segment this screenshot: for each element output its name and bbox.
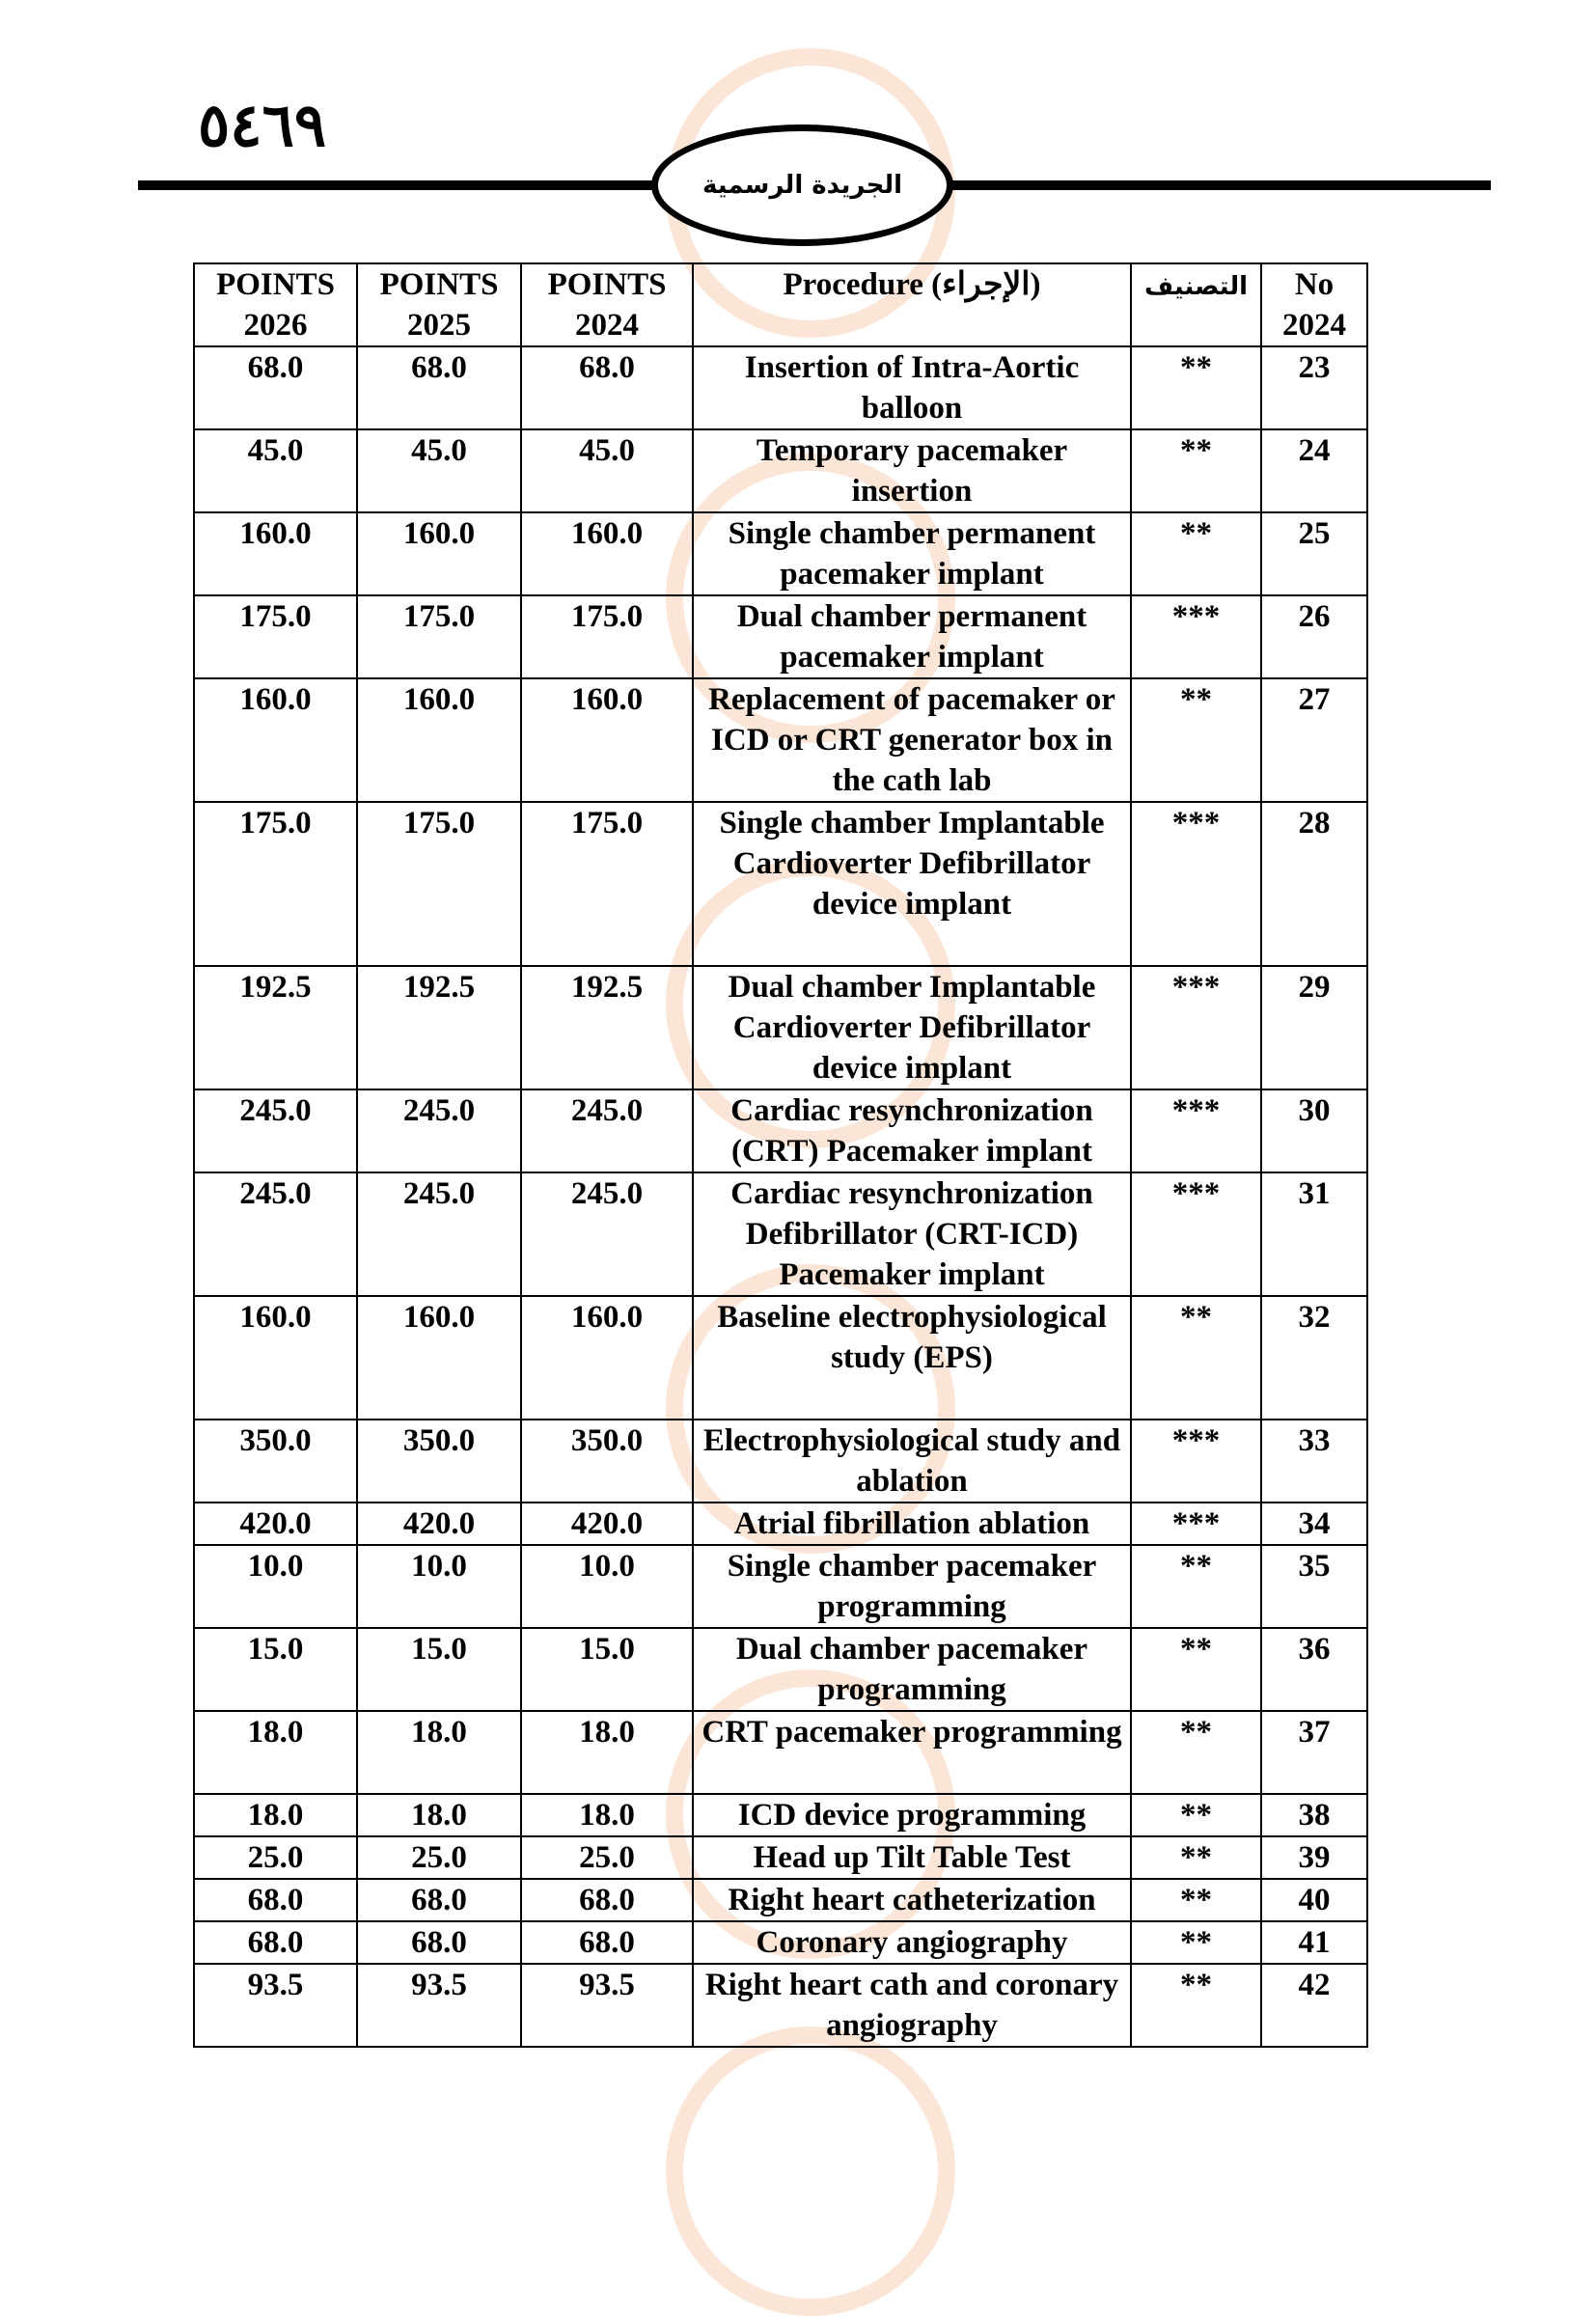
cell-points-2024: 25.0 [521,1836,693,1879]
cell-points-2025: 10.0 [357,1545,521,1628]
cell-classification: ** [1131,1545,1261,1628]
cell-no: 28 [1261,802,1367,966]
table-row [194,1545,1367,1628]
cell-no: 32 [1261,1296,1367,1420]
table-row [194,429,1367,512]
header-title: الجريدة الرسمية [702,171,902,200]
cell-classification: *** [1131,1172,1261,1296]
cell-classification: ** [1131,346,1261,429]
cell-no: 27 [1261,678,1367,802]
table-row [194,1172,1367,1296]
cell-no: 30 [1261,1089,1367,1172]
cell-classification: ** [1131,512,1261,595]
cell-points-2026: 45.0 [194,429,357,512]
cell-points-2026: 245.0 [194,1172,357,1296]
cell-points-2025: 15.0 [357,1628,521,1711]
cell-classification: *** [1131,966,1261,1089]
cell-procedure: Cardiac resynchronization Defibrillator (CRT-ICD) Pacemaker implant [693,1172,1131,1296]
cell-points-2025: 245.0 [357,1172,521,1296]
cell-no: 25 [1261,512,1367,595]
cell-no: 41 [1261,1921,1367,1964]
cell-points-2026: 160.0 [194,678,357,802]
cell-points-2025: 160.0 [357,512,521,595]
cell-no: 39 [1261,1836,1367,1879]
cell-no: 29 [1261,966,1367,1089]
header-points-2024: POINTS 2024 [521,263,693,346]
cell-procedure: Atrial fibrillation ablation [693,1503,1131,1545]
cell-points-2024: 45.0 [521,429,693,512]
cell-points-2025: 68.0 [357,346,521,429]
cell-points-2024: 160.0 [521,1296,693,1420]
cell-points-2026: 68.0 [194,346,357,429]
cell-points-2024: 160.0 [521,512,693,595]
cell-classification: ** [1131,1964,1261,2047]
cell-points-2025: 160.0 [357,678,521,802]
cell-classification: ** [1131,1628,1261,1711]
cell-points-2024: 350.0 [521,1420,693,1503]
cell-procedure: CRT pacemaker programming [693,1711,1131,1794]
cell-procedure: Cardiac resynchronization (CRT) Pacemaker implant [693,1089,1131,1172]
table-row [194,1836,1367,1879]
cell-procedure: Coronary angiography [693,1921,1131,1964]
cell-points-2025: 18.0 [357,1794,521,1836]
cell-classification: *** [1131,1089,1261,1172]
cell-procedure: Temporary pacemaker insertion [693,429,1131,512]
cell-points-2024: 68.0 [521,346,693,429]
table-body [194,346,1367,2047]
table-row [194,595,1367,678]
header-no: No 2024 [1261,263,1367,346]
cell-procedure: Dual chamber permanent pacemaker implant [693,595,1131,678]
cell-points-2026: 68.0 [194,1879,357,1921]
cell-procedure: Dual chamber Implantable Cardioverter Defibrillator device implant [693,966,1131,1089]
table-row [194,678,1367,802]
cell-points-2026: 175.0 [194,802,357,966]
cell-points-2024: 175.0 [521,595,693,678]
header-badge [651,124,953,246]
cell-no: 40 [1261,1879,1367,1921]
cell-no: 24 [1261,429,1367,512]
cell-procedure: Right heart catheterization [693,1879,1131,1921]
table-row [194,1503,1367,1545]
cell-points-2025: 175.0 [357,595,521,678]
cell-no: 35 [1261,1545,1367,1628]
cell-no: 26 [1261,595,1367,678]
table-row [194,1420,1367,1503]
cell-classification: ** [1131,678,1261,802]
cell-classification: ** [1131,1711,1261,1794]
cell-classification: ** [1131,1879,1261,1921]
cell-points-2024: 18.0 [521,1711,693,1794]
cell-points-2025: 350.0 [357,1420,521,1503]
cell-no: 38 [1261,1794,1367,1836]
cell-classification: ** [1131,1794,1261,1836]
cell-points-2026: 18.0 [194,1711,357,1794]
cell-points-2025: 25.0 [357,1836,521,1879]
cell-points-2024: 93.5 [521,1964,693,2047]
table-row [194,802,1367,966]
cell-classification: ** [1131,1836,1261,1879]
page-number: ٥٤٦٩ [198,94,327,159]
cell-procedure: Replacement of pacemaker or ICD or CRT generator box in the cath lab [693,678,1131,802]
cell-points-2024: 68.0 [521,1879,693,1921]
table-row [194,1794,1367,1836]
table-row [194,1879,1367,1921]
cell-procedure: Electrophysiological study and ablation [693,1420,1131,1503]
table-row [194,966,1367,1089]
cell-points-2026: 160.0 [194,512,357,595]
cell-no: 37 [1261,1711,1367,1794]
cell-points-2025: 160.0 [357,1296,521,1420]
cell-procedure: Insertion of Intra-Aortic balloon [693,346,1131,429]
cell-points-2026: 10.0 [194,1545,357,1628]
cell-classification: ** [1131,1921,1261,1964]
table-row [194,1628,1367,1711]
table-row [194,1296,1367,1420]
cell-points-2025: 68.0 [357,1879,521,1921]
cell-points-2025: 18.0 [357,1711,521,1794]
header-procedure: Procedure (الإجراء) [693,263,1131,346]
cell-classification: *** [1131,1420,1261,1503]
cell-points-2026: 93.5 [194,1964,357,2047]
cell-no: 33 [1261,1420,1367,1503]
cell-points-2024: 192.5 [521,966,693,1089]
cell-procedure: Baseline electrophysiological study (EPS) [693,1296,1131,1420]
table-row [194,1921,1367,1964]
cell-points-2026: 25.0 [194,1836,357,1879]
header-points-2026: POINTS 2026 [194,263,357,346]
cell-points-2026: 192.5 [194,966,357,1089]
cell-points-2026: 175.0 [194,595,357,678]
cell-points-2025: 93.5 [357,1964,521,2047]
cell-points-2026: 68.0 [194,1921,357,1964]
cell-procedure: Dual chamber pacemaker programming [693,1628,1131,1711]
cell-points-2025: 175.0 [357,802,521,966]
cell-points-2025: 192.5 [357,966,521,1089]
cell-points-2025: 68.0 [357,1921,521,1964]
cell-points-2026: 420.0 [194,1503,357,1545]
cell-classification: ** [1131,1296,1261,1420]
cell-classification: ** [1131,429,1261,512]
cell-classification: *** [1131,802,1261,966]
cell-points-2024: 175.0 [521,802,693,966]
table-header-row [194,263,1367,346]
cell-points-2024: 160.0 [521,678,693,802]
cell-points-2026: 15.0 [194,1628,357,1711]
cell-no: 42 [1261,1964,1367,2047]
header-classification: التصنيف [1131,263,1261,346]
cell-points-2025: 245.0 [357,1089,521,1172]
cell-no: 36 [1261,1628,1367,1711]
cell-no: 31 [1261,1172,1367,1296]
cell-points-2025: 420.0 [357,1503,521,1545]
cell-points-2026: 160.0 [194,1296,357,1420]
table-row [194,1964,1367,2047]
cell-classification: *** [1131,595,1261,678]
procedures-table [193,262,1368,2048]
table-row [194,1711,1367,1794]
header-points-2025: POINTS 2025 [357,263,521,346]
cell-procedure: ICD device programming [693,1794,1131,1836]
cell-procedure: Right heart cath and coronary angiography [693,1964,1131,2047]
cell-points-2024: 420.0 [521,1503,693,1545]
table-row [194,346,1367,429]
cell-points-2024: 245.0 [521,1089,693,1172]
cell-points-2026: 350.0 [194,1420,357,1503]
cell-procedure: Head up Tilt Table Test [693,1836,1131,1879]
cell-no: 23 [1261,346,1367,429]
cell-procedure: Single chamber pacemaker programming [693,1545,1131,1628]
watermark-clock-icon [666,2026,955,2316]
cell-points-2024: 15.0 [521,1628,693,1711]
cell-points-2026: 18.0 [194,1794,357,1836]
cell-no: 34 [1261,1503,1367,1545]
cell-points-2024: 68.0 [521,1921,693,1964]
cell-points-2024: 18.0 [521,1794,693,1836]
cell-procedure: Single chamber Implantable Cardioverter Defibrillator device implant [693,802,1131,966]
table-row [194,512,1367,595]
cell-procedure: Single chamber permanent pacemaker implant [693,512,1131,595]
table-row [194,1089,1367,1172]
cell-points-2026: 245.0 [194,1089,357,1172]
cell-classification: *** [1131,1503,1261,1545]
cell-points-2025: 45.0 [357,429,521,512]
cell-points-2024: 10.0 [521,1545,693,1628]
cell-points-2024: 245.0 [521,1172,693,1296]
